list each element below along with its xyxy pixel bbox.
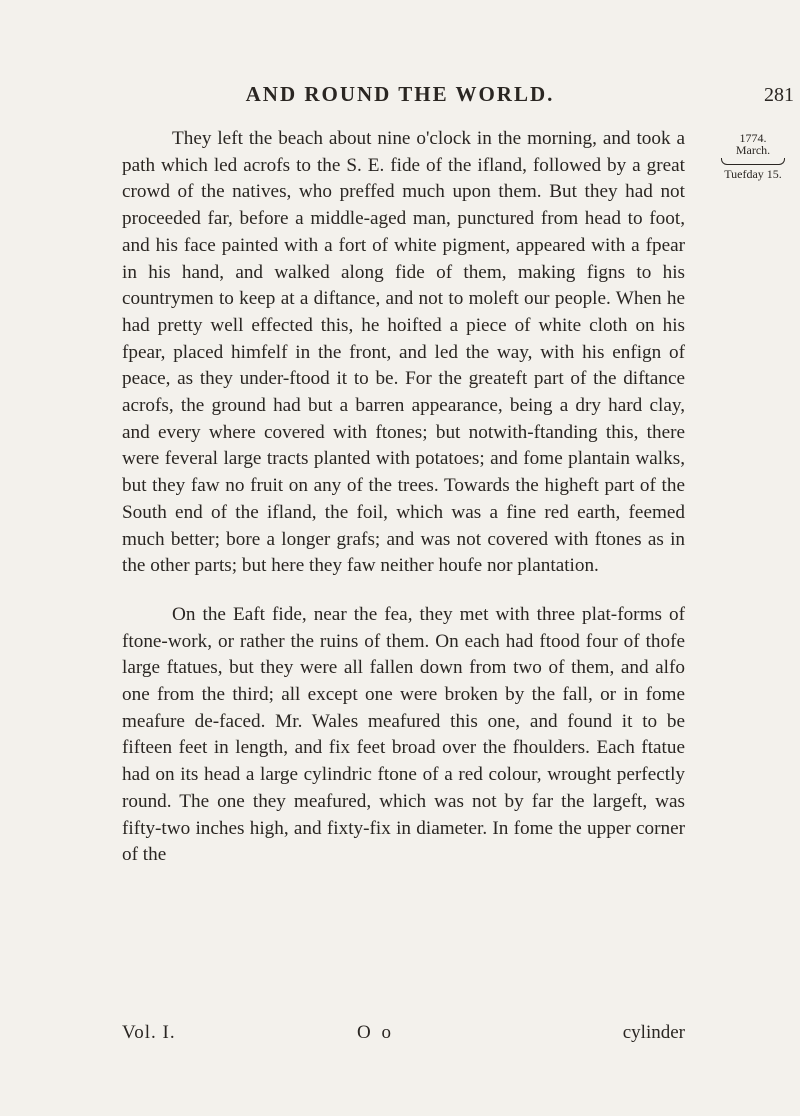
margin-day: Tuefday 15. xyxy=(724,167,782,181)
brace-icon xyxy=(721,158,785,165)
volume-signature: Vol. I. xyxy=(122,1022,176,1043)
paragraph-1: They left the beach about nine o'clock in the morning, and took a path which led acrofs to the S. E. fide of the ifland, followed by a great crowd of the natives, who preffed much upon them. But they had not proceeded far, before a middle-aged man, punctured from head to foot, and his face painted with a fort of white pigment, appeared with a fpear in his hand, and walked along fide of them, making figns to his countrymen to keep at a diftance, and not to moleft our people. When he had pretty well effected this, he hoifted a piece of white cloth on his fpear, placed himfelf in the front, and led the way, with his enfign of peace, as they under-ftood it to be. For the greateft part of the diftance acrofs, the ground had but a barren appearance, being a dry hard clay, and every where covered with ftones; but notwith-ftanding this, there were feveral large tracts planted with potatoes; and fome plantain walks, but they faw no fruit on any of the trees. Towards the higheft part of the South end of the ifland, the foil, which was a fine red earth, feemed much better; bore a longer grafs; and was not covered with ftones as in the other parts; but here they faw neither houfe nor plantation. xyxy=(122,128,685,577)
catchword: cylinder xyxy=(622,1022,685,1043)
page-number: 281 xyxy=(764,84,794,106)
body-text xyxy=(122,126,685,869)
paragraph-2: On the Eaft fide, near the fea, they met with three plat-forms of ftone-work, or rather the ruins of them. On each had ftood four of thofe large ftatues, but they were all fallen down from two of them, and alfo one from the third; all except one were broken by the fall, or in fome meafure de-faced. Mr. Wales meafured this one, and found it to be fifteen feet in length, and fix feet broad over the fhoulders. Each ftatue had on its head a large cylindric ftone of a red colour, wrought perfectly round. The one they meafured, which was not by far the largeft, was fifty-two inches high, and fixty-fix in diameter. In fome the upper corner of the xyxy=(122,603,685,866)
margin-month: March. xyxy=(735,143,771,157)
running-head: AND ROUND THE WORLD. xyxy=(245,82,555,106)
signature-mark: O o xyxy=(357,1022,394,1043)
margin-year: 1774. xyxy=(739,131,767,145)
margin-date-note xyxy=(706,132,800,180)
